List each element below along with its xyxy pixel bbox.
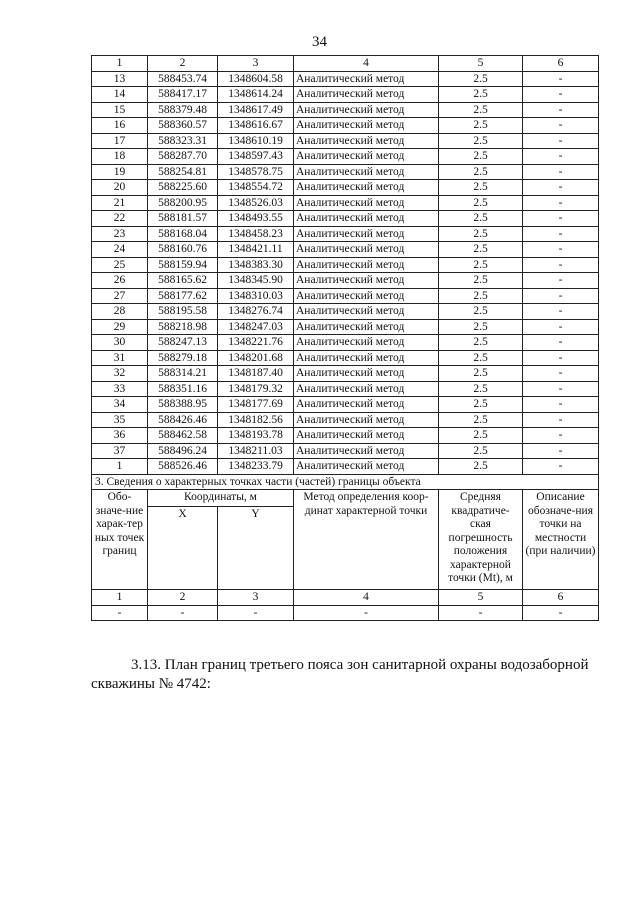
table-row bbox=[92, 164, 599, 180]
method-cell: Аналитический метод bbox=[294, 443, 439, 459]
description-cell: - bbox=[523, 366, 599, 382]
col-number-4: 4 bbox=[294, 56, 439, 72]
method-cell: Аналитический метод bbox=[294, 412, 439, 428]
table-row bbox=[92, 211, 599, 227]
y-coordinate: 1348233.79 bbox=[218, 459, 294, 475]
section-3-header-row bbox=[92, 490, 599, 507]
point-number: 13 bbox=[92, 71, 148, 87]
y-header: Y bbox=[218, 507, 294, 590]
x-coordinate: 588351.16 bbox=[148, 381, 218, 397]
x-coordinate: 588165.62 bbox=[148, 273, 218, 289]
x-header: X bbox=[148, 507, 218, 590]
point-number: 20 bbox=[92, 180, 148, 196]
y-coordinate: 1348383.30 bbox=[218, 257, 294, 273]
accuracy-cell: 2.5 bbox=[439, 319, 523, 335]
table-row bbox=[92, 459, 599, 475]
accuracy-cell: 2.5 bbox=[439, 149, 523, 165]
description-cell: - bbox=[523, 226, 599, 242]
x-coordinate: 588388.95 bbox=[148, 397, 218, 413]
description-cell: - bbox=[523, 381, 599, 397]
x-coordinate: 588314.21 bbox=[148, 366, 218, 382]
s3-empty-cell: - bbox=[523, 605, 599, 621]
description-cell: - bbox=[523, 397, 599, 413]
table-row bbox=[92, 319, 599, 335]
description-cell: - bbox=[523, 428, 599, 444]
y-coordinate: 1348493.55 bbox=[218, 211, 294, 227]
description-cell: - bbox=[523, 164, 599, 180]
x-coordinate: 588200.95 bbox=[148, 195, 218, 211]
x-coordinate: 588247.13 bbox=[148, 335, 218, 351]
point-number: 29 bbox=[92, 319, 148, 335]
method-cell: Аналитический метод bbox=[294, 350, 439, 366]
accuracy-cell: 2.5 bbox=[439, 412, 523, 428]
accuracy-cell: 2.5 bbox=[439, 87, 523, 103]
y-coordinate: 1348179.32 bbox=[218, 381, 294, 397]
x-coordinate: 588168.04 bbox=[148, 226, 218, 242]
accuracy-cell: 2.5 bbox=[439, 164, 523, 180]
s3-col-number-4: 4 bbox=[294, 590, 439, 606]
point-number: 37 bbox=[92, 443, 148, 459]
description-cell: - bbox=[523, 335, 599, 351]
point-number: 1 bbox=[92, 459, 148, 475]
description-cell: - bbox=[523, 102, 599, 118]
point-number: 35 bbox=[92, 412, 148, 428]
description-cell: - bbox=[523, 133, 599, 149]
table-row bbox=[92, 366, 599, 382]
col-number-2: 2 bbox=[148, 56, 218, 72]
x-coordinate: 588225.60 bbox=[148, 180, 218, 196]
table-row bbox=[92, 149, 599, 165]
y-coordinate: 1348554.72 bbox=[218, 180, 294, 196]
method-cell: Аналитический метод bbox=[294, 428, 439, 444]
s3-empty-cell: - bbox=[148, 605, 218, 621]
description-cell: - bbox=[523, 195, 599, 211]
accuracy-cell: 2.5 bbox=[439, 288, 523, 304]
point-number: 17 bbox=[92, 133, 148, 149]
description-cell: - bbox=[523, 459, 599, 475]
method-cell: Аналитический метод bbox=[294, 226, 439, 242]
method-cell: Аналитический метод bbox=[294, 366, 439, 382]
method-cell: Аналитический метод bbox=[294, 397, 439, 413]
y-coordinate: 1348604.58 bbox=[218, 71, 294, 87]
y-coordinate: 1348187.40 bbox=[218, 366, 294, 382]
method-cell: Аналитический метод bbox=[294, 273, 439, 289]
table-row bbox=[92, 304, 599, 320]
y-coordinate: 1348182.56 bbox=[218, 412, 294, 428]
accuracy-cell: 2.5 bbox=[439, 350, 523, 366]
s3-col-number-6: 6 bbox=[523, 590, 599, 606]
x-coordinate: 588195.58 bbox=[148, 304, 218, 320]
table-row bbox=[92, 87, 599, 103]
point-number: 27 bbox=[92, 288, 148, 304]
s3-col-number-5: 5 bbox=[439, 590, 523, 606]
point-number: 22 bbox=[92, 211, 148, 227]
accuracy-header: Средняя квадратиче-ская погрешность положения характерной точки (Mt), м bbox=[439, 490, 523, 590]
column-number-row bbox=[92, 56, 599, 72]
table-row bbox=[92, 412, 599, 428]
accuracy-cell: 2.5 bbox=[439, 381, 523, 397]
description-cell: - bbox=[523, 443, 599, 459]
y-coordinate: 1348177.69 bbox=[218, 397, 294, 413]
description-cell: - bbox=[523, 71, 599, 87]
method-cell: Аналитический метод bbox=[294, 149, 439, 165]
accuracy-cell: 2.5 bbox=[439, 273, 523, 289]
table-row bbox=[92, 102, 599, 118]
method-cell: Аналитический метод bbox=[294, 133, 439, 149]
accuracy-cell: 2.5 bbox=[439, 257, 523, 273]
description-cell: - bbox=[523, 87, 599, 103]
designation-header: Обо-значе-ние харак-тер ных точек границ bbox=[92, 490, 148, 590]
accuracy-cell: 2.5 bbox=[439, 195, 523, 211]
col-number-5: 5 bbox=[439, 56, 523, 72]
description-cell: - bbox=[523, 288, 599, 304]
point-number: 14 bbox=[92, 87, 148, 103]
method-cell: Аналитический метод bbox=[294, 180, 439, 196]
s3-empty-cell: - bbox=[92, 605, 148, 621]
method-cell: Аналитический метод bbox=[294, 102, 439, 118]
x-coordinate: 588360.57 bbox=[148, 118, 218, 134]
description-cell: - bbox=[523, 180, 599, 196]
x-coordinate: 588218.98 bbox=[148, 319, 218, 335]
method-cell: Аналитический метод bbox=[294, 288, 439, 304]
y-coordinate: 1348345.90 bbox=[218, 273, 294, 289]
table-row bbox=[92, 273, 599, 289]
x-coordinate: 588254.81 bbox=[148, 164, 218, 180]
x-coordinate: 588462.58 bbox=[148, 428, 218, 444]
point-number: 18 bbox=[92, 149, 148, 165]
y-coordinate: 1348616.67 bbox=[218, 118, 294, 134]
method-cell: Аналитический метод bbox=[294, 304, 439, 320]
method-cell: Аналитический метод bbox=[294, 242, 439, 258]
table-row bbox=[92, 195, 599, 211]
accuracy-cell: 2.5 bbox=[439, 102, 523, 118]
accuracy-cell: 2.5 bbox=[439, 180, 523, 196]
table-row bbox=[92, 443, 599, 459]
col-number-6: 6 bbox=[523, 56, 599, 72]
table-row bbox=[92, 257, 599, 273]
accuracy-cell: 2.5 bbox=[439, 443, 523, 459]
accuracy-cell: 2.5 bbox=[439, 304, 523, 320]
s3-empty-cell: - bbox=[294, 605, 439, 621]
y-coordinate: 1348247.03 bbox=[218, 319, 294, 335]
x-coordinate: 588379.48 bbox=[148, 102, 218, 118]
y-coordinate: 1348610.19 bbox=[218, 133, 294, 149]
section-3-number-row bbox=[92, 590, 599, 606]
page-number: 34 bbox=[312, 34, 327, 50]
method-cell: Аналитический метод bbox=[294, 195, 439, 211]
table-row bbox=[92, 335, 599, 351]
point-number: 28 bbox=[92, 304, 148, 320]
table-row bbox=[92, 242, 599, 258]
description-cell: - bbox=[523, 319, 599, 335]
y-coordinate: 1348193.78 bbox=[218, 428, 294, 444]
method-cell: Аналитический метод bbox=[294, 71, 439, 87]
y-coordinate: 1348597.43 bbox=[218, 149, 294, 165]
x-coordinate: 588177.62 bbox=[148, 288, 218, 304]
point-number: 26 bbox=[92, 273, 148, 289]
accuracy-cell: 2.5 bbox=[439, 335, 523, 351]
y-coordinate: 1348421.11 bbox=[218, 242, 294, 258]
point-number: 25 bbox=[92, 257, 148, 273]
point-number: 24 bbox=[92, 242, 148, 258]
x-coordinate: 588426.46 bbox=[148, 412, 218, 428]
description-cell: - bbox=[523, 149, 599, 165]
method-cell: Аналитический метод bbox=[294, 335, 439, 351]
accuracy-cell: 2.5 bbox=[439, 118, 523, 134]
description-cell: - bbox=[523, 350, 599, 366]
s3-empty-cell: - bbox=[218, 605, 294, 621]
accuracy-cell: 2.5 bbox=[439, 459, 523, 475]
method-cell: Аналитический метод bbox=[294, 118, 439, 134]
x-coordinate: 588496.24 bbox=[148, 443, 218, 459]
section-3-title: 3. Сведения о характерных точках части (частей) границы объекта bbox=[92, 474, 599, 490]
coordinates-header: Координаты, м bbox=[148, 490, 294, 507]
description-cell: - bbox=[523, 242, 599, 258]
table-row bbox=[92, 133, 599, 149]
accuracy-cell: 2.5 bbox=[439, 226, 523, 242]
description-header: Описание обозначе-ния точки на местности (при наличии) bbox=[523, 490, 599, 590]
accuracy-cell: 2.5 bbox=[439, 211, 523, 227]
point-number: 32 bbox=[92, 366, 148, 382]
point-number: 30 bbox=[92, 335, 148, 351]
x-coordinate: 588160.76 bbox=[148, 242, 218, 258]
x-coordinate: 588417.17 bbox=[148, 87, 218, 103]
x-coordinate: 588279.18 bbox=[148, 350, 218, 366]
x-coordinate: 588181.57 bbox=[148, 211, 218, 227]
description-cell: - bbox=[523, 304, 599, 320]
table-row bbox=[92, 428, 599, 444]
method-cell: Аналитический метод bbox=[294, 319, 439, 335]
point-number: 36 bbox=[92, 428, 148, 444]
s3-col-number-3: 3 bbox=[218, 590, 294, 606]
accuracy-cell: 2.5 bbox=[439, 133, 523, 149]
x-coordinate: 588526.46 bbox=[148, 459, 218, 475]
accuracy-cell: 2.5 bbox=[439, 428, 523, 444]
table-row bbox=[92, 288, 599, 304]
x-coordinate: 588287.70 bbox=[148, 149, 218, 165]
x-coordinate: 588159.94 bbox=[148, 257, 218, 273]
method-header: Метод определения коор-динат характерной точки bbox=[294, 490, 439, 590]
y-coordinate: 1348614.24 bbox=[218, 87, 294, 103]
point-number: 23 bbox=[92, 226, 148, 242]
y-coordinate: 1348526.03 bbox=[218, 195, 294, 211]
point-number: 15 bbox=[92, 102, 148, 118]
y-coordinate: 1348201.68 bbox=[218, 350, 294, 366]
method-cell: Аналитический метод bbox=[294, 87, 439, 103]
y-coordinate: 1348211.03 bbox=[218, 443, 294, 459]
s3-col-number-1: 1 bbox=[92, 590, 148, 606]
col-number-1: 1 bbox=[92, 56, 148, 72]
method-cell: Аналитический метод bbox=[294, 459, 439, 475]
method-cell: Аналитический метод bbox=[294, 164, 439, 180]
description-cell: - bbox=[523, 257, 599, 273]
y-coordinate: 1348458.23 bbox=[218, 226, 294, 242]
table-row bbox=[92, 381, 599, 397]
y-coordinate: 1348276.74 bbox=[218, 304, 294, 320]
description-cell: - bbox=[523, 412, 599, 428]
method-cell: Аналитический метод bbox=[294, 211, 439, 227]
y-coordinate: 1348310.03 bbox=[218, 288, 294, 304]
table-row bbox=[92, 226, 599, 242]
accuracy-cell: 2.5 bbox=[439, 242, 523, 258]
s3-empty-cell: - bbox=[439, 605, 523, 621]
accuracy-cell: 2.5 bbox=[439, 397, 523, 413]
method-cell: Аналитический метод bbox=[294, 381, 439, 397]
point-number: 31 bbox=[92, 350, 148, 366]
point-number: 33 bbox=[92, 381, 148, 397]
table-row bbox=[92, 118, 599, 134]
description-cell: - bbox=[523, 211, 599, 227]
x-coordinate: 588453.74 bbox=[148, 71, 218, 87]
point-number: 16 bbox=[92, 118, 148, 134]
accuracy-cell: 2.5 bbox=[439, 71, 523, 87]
method-cell: Аналитический метод bbox=[294, 257, 439, 273]
table-row bbox=[92, 350, 599, 366]
plan-heading: 3.13. План границ третьего пояса зон санитарной охраны водозаборной скважины № 4742: bbox=[91, 657, 589, 692]
x-coordinate: 588323.31 bbox=[148, 133, 218, 149]
table-row bbox=[92, 71, 599, 87]
boundary-points-table bbox=[91, 55, 599, 621]
description-cell: - bbox=[523, 118, 599, 134]
s3-col-number-2: 2 bbox=[148, 590, 218, 606]
point-number: 21 bbox=[92, 195, 148, 211]
accuracy-cell: 2.5 bbox=[439, 366, 523, 382]
description-cell: - bbox=[523, 273, 599, 289]
section-3-empty-row bbox=[92, 605, 599, 621]
y-coordinate: 1348578.75 bbox=[218, 164, 294, 180]
point-number: 19 bbox=[92, 164, 148, 180]
table-row bbox=[92, 180, 599, 196]
table-row bbox=[92, 397, 599, 413]
y-coordinate: 1348221.76 bbox=[218, 335, 294, 351]
section-3-title-row bbox=[92, 474, 599, 490]
y-coordinate: 1348617.49 bbox=[218, 102, 294, 118]
point-number: 34 bbox=[92, 397, 148, 413]
col-number-3: 3 bbox=[218, 56, 294, 72]
